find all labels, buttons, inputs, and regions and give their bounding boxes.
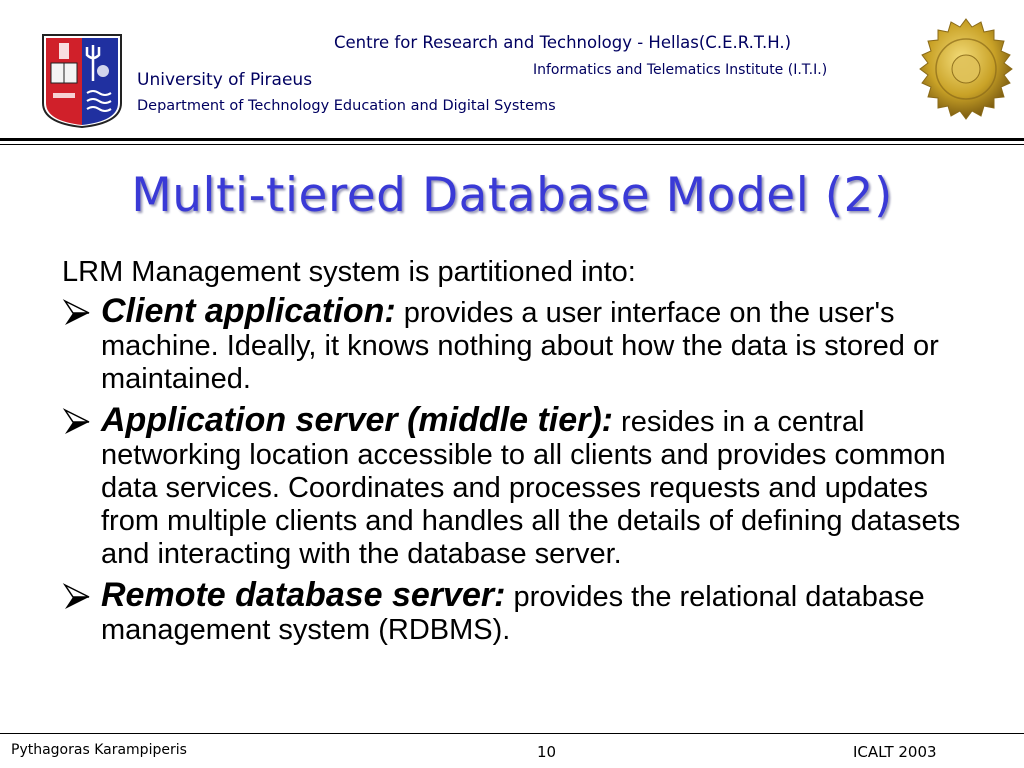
intro-text: LRM Management system is partitioned into: [62,256,636,288]
footer-event: ICALT 2003 [853,743,937,761]
bullet-item [62,401,962,571]
footer-author: Pythagoras Karampiperis [11,742,187,758]
bullet-text: resides in a central networking location accessible to all clients and provides common data services. Coordinates and processes requests and updates from multiple clients and handles all the details of defining datasets and interacting with the database server. [101,406,961,570]
university-shield-icon [41,33,123,129]
bullet-text: provides the relational database management system (RDBMS). [101,581,925,646]
header-divider [0,138,1024,141]
arrow-bullet-icon [62,298,92,328]
golden-seal-icon [914,17,1018,121]
bullet-item [62,576,962,647]
bullet-term: Remote database server: [101,576,506,614]
bullet-item [62,292,962,396]
university-name: University of Piraeus [137,70,313,90]
slide-content [62,256,962,655]
arrow-bullet-icon [62,582,92,612]
arrow-bullet-icon [62,407,92,437]
bullet-term: Client application: [101,292,396,330]
page-number: 10 [537,743,557,761]
header-divider-thin [0,144,1024,145]
department-name: Department of Technology Education and Digital Systems [137,98,556,114]
bullet-term: Application server (middle tier): [101,401,613,439]
footer-divider [0,733,1024,734]
centre-name: Centre for Research and Technology - Hellas(C.E.R.T.H.) [334,33,792,52]
institute-name: Informatics and Telematics Institute (I.T.I.) [533,62,828,78]
slide-title: Multi-tiered Database Model (2) [131,168,893,223]
bullet-text: provides a user interface on the user's machine. Ideally, it knows nothing about how the data is stored or maintained. [101,297,939,395]
